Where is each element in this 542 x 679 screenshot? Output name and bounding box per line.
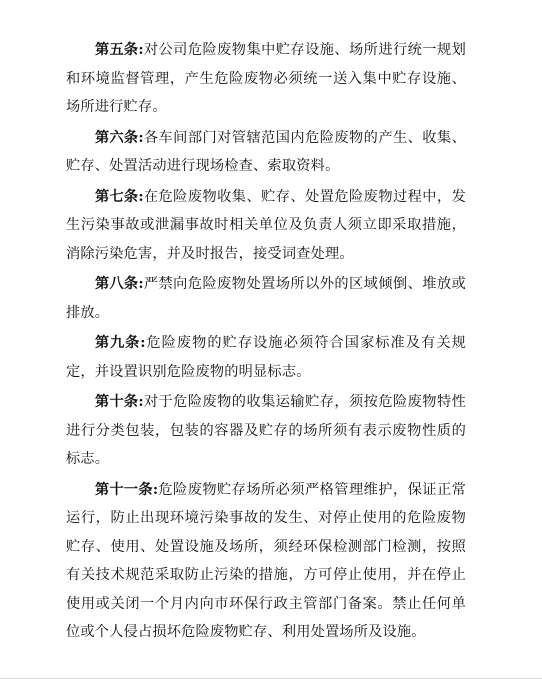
article-6 xyxy=(66,124,466,181)
article-10-title: 第十条: xyxy=(95,394,144,410)
article-7 xyxy=(66,183,466,269)
article-7-body: 在危险废物收集、贮存、处置危险废物过程中，发生污染事故或泄漏事故时相关单位及负责人须立即采取措施，消除污染危害，并及时报告，接受词查处理。 xyxy=(66,188,466,262)
article-11-title: 第十一条: xyxy=(95,481,159,498)
article-8 xyxy=(66,270,466,327)
article-6-body: 各车间部门对管辖范国内危险废物的产生、收集、贮存、处置活动进行现场检查、索取资料。 xyxy=(66,129,466,174)
article-10 xyxy=(66,388,466,474)
article-10-body: 对于危险废物的收集运输贮存，须按危险废物特性进行分类包装，包装的容器及贮存的场所须有表示废物性质的标志。 xyxy=(66,394,466,467)
article-5 xyxy=(66,36,466,122)
article-6-title: 第六条: xyxy=(95,129,144,146)
article-9-body: 危险废物的贮存设施必须符合国家标准及有关规定，并设置识别危险废物的明显标志。 xyxy=(66,335,466,380)
article-7-title: 第七条: xyxy=(95,188,144,205)
article-5-title: 第五条: xyxy=(95,42,144,58)
article-11-body: 危险废物贮存场所必须严格管理维护，保证正常运行，防止出现环境污染事故的发生、对停止使用的危险废物贮存、使用、处置设施及场所，须经环保检测部门检测，按照有关技术规范采取防止污染的措施，方可停止使用，并在停止使用或关闭一个月内向市环保行政主管部门备案。禁止任何单位或个人侵占损坏危险废物贮存、利用处置场所及设施。 xyxy=(66,481,466,640)
article-5-body: 对公司危险废物集中贮存设施、场所进行统一规划和环境监督管理，产生危险废物必须统一送入集中贮存设施、场所进行贮存。 xyxy=(66,42,466,115)
article-8-title: 第八条: xyxy=(95,276,144,292)
article-11 xyxy=(66,476,466,647)
article-9 xyxy=(66,329,466,386)
article-9-title: 第九条: xyxy=(95,335,146,351)
article-list xyxy=(66,36,466,649)
article-8-body: 严禁向危险废物处置场所以外的区域倾倒、堆放或排放。 xyxy=(66,276,466,321)
